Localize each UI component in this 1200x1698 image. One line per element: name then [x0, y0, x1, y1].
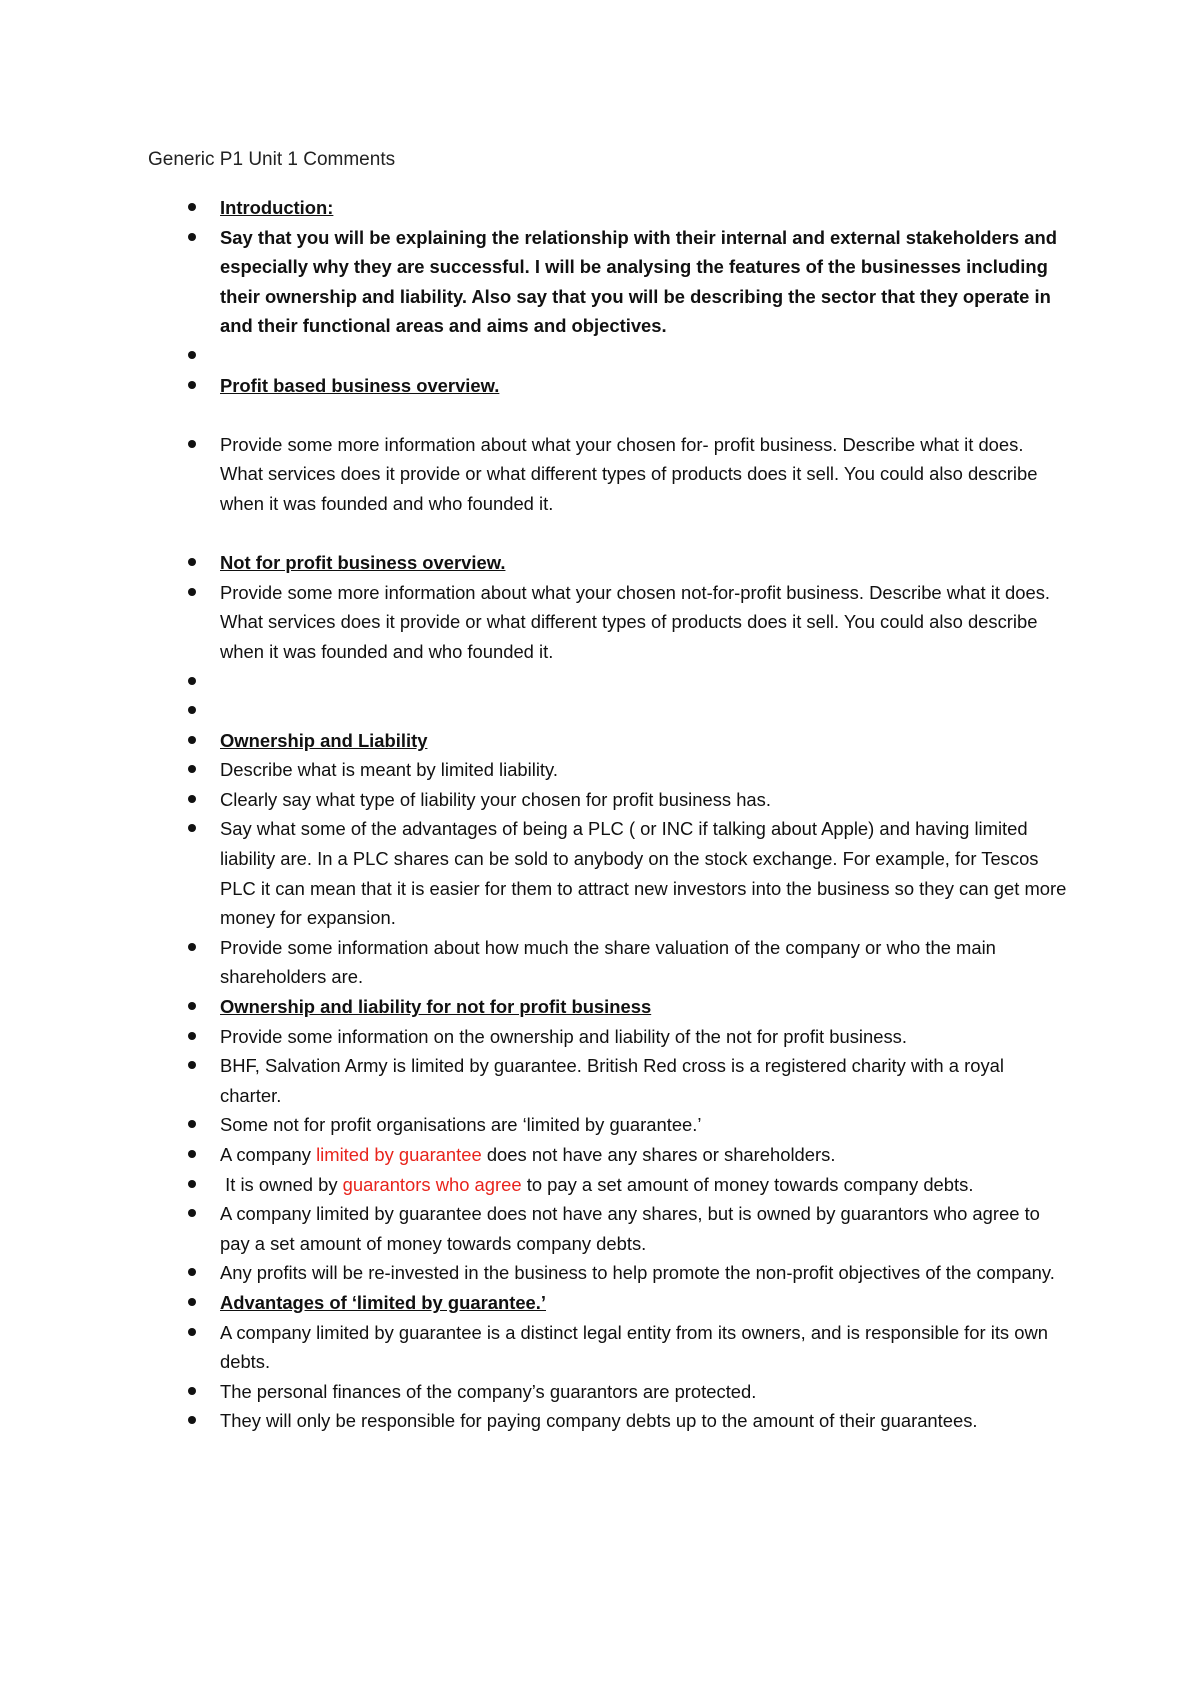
bullet-icon [188, 765, 196, 773]
list-item-not-for-profit-ownership-heading: Ownership and liability for not for profit business [188, 992, 1068, 1022]
bullet-icon [188, 1298, 196, 1306]
list-item-empty [188, 696, 1068, 726]
list-item-finances-protected: The personal finances of the company’s guarantors are protected. [188, 1377, 1068, 1407]
bullet-icon [188, 1387, 196, 1395]
bullet-icon [188, 1120, 196, 1128]
highlighted-phrase: limited by guarantee [316, 1144, 482, 1165]
list-item-bhf-example: BHF, Salvation Army is limited by guarantee. British Red cross is a registered charity with a royal charter. [188, 1051, 1068, 1110]
bullet-icon [188, 351, 196, 359]
list-item-debt-responsibility: They will only be responsible for paying company debts up to the amount of their guarantees. [188, 1406, 1068, 1436]
list-item-limited-by-guarantee-intro: Some not for profit organisations are ‘limited by guarantee.’ [188, 1110, 1068, 1140]
bullet-icon [188, 1002, 196, 1010]
list-item-no-shares: A company limited by guarantee does not have any shares or shareholders. [188, 1140, 1068, 1170]
list-item-limited-liability: Describe what is meant by limited liability. [188, 755, 1068, 785]
list-item-advantages-heading: Advantages of ‘limited by guarantee.’ [188, 1288, 1068, 1318]
bullet-icon [188, 677, 196, 685]
bullet-icon [188, 1032, 196, 1040]
bullet-icon [188, 1150, 196, 1158]
list-item-liability-type: Clearly say what type of liability your chosen for profit business has. [188, 785, 1068, 815]
list-item-profits-reinvested: Any profits will be re-invested in the business to help promote the non-profit objectives of the company. [188, 1258, 1068, 1288]
bullet-icon [188, 233, 196, 241]
list-item-ownership-heading: Ownership and Liability [188, 726, 1068, 756]
list-item-distinct-entity: A company limited by guarantee is a distinct legal entity from its owners, and is responsible for its own debts. [188, 1318, 1068, 1377]
list-item-not-for-profit-heading: Not for profit business overview. [188, 548, 1068, 578]
list-item-share-valuation: Provide some information about how much the share valuation of the company or who the main shareholders are. [188, 933, 1068, 992]
list-item-owned-by-guarantors: It is owned by guarantors who agree to pay a set amount of money towards company debts. [188, 1170, 1068, 1200]
list-item-introduction-text: Say that you will be explaining the relationship with their internal and external stakeholders and especially why they are successful. I will be analysing the features of the businesses including their ownership and liability. Also say that you will be describing the sector that they operate in and their functional areas and aims and objectives. [188, 223, 1068, 341]
list-item-plc-advantages: Say what some of the advantages of being a PLC ( or INC if talking about Apple) and having limited liability are. In a PLC shares can be sold to anybody on the stock exchange. For example, for Tescos PLC it can mean that it is easier for them to attract new investors into the business so they can get more money for expansion. [188, 814, 1068, 932]
list-item-guarantee-definition: A company limited by guarantee does not have any shares, but is owned by guarantors who agree to pay a set amount of money towards company debts. [188, 1199, 1068, 1258]
bullet-icon [188, 824, 196, 832]
list-item-not-for-profit-text: Provide some more information about what your chosen not-for-profit business. Describe what it does. What services does it provide or what different types of products does it sell. You could also describe when it was founded and who founded it. [188, 578, 1068, 667]
list-item-empty [188, 341, 1068, 371]
bullet-icon [188, 1268, 196, 1276]
bullet-icon [188, 203, 196, 211]
list-item-introduction-heading: Introduction: [188, 193, 1068, 223]
list-item-not-for-profit-ownership-info: Provide some information on the ownership and liability of the not for profit business. [188, 1022, 1068, 1052]
bullet-icon [188, 381, 196, 389]
bullet-icon [188, 588, 196, 596]
bullet-icon [188, 440, 196, 448]
bullet-icon [188, 1209, 196, 1217]
bullet-icon [188, 1180, 196, 1188]
bullet-icon [188, 736, 196, 744]
list-item-profit-overview-text: Provide some more information about what your chosen for- profit business. Describe what it does. What services does it provide or what different types of products does it sell. You could also describe when it was founded and who founded it. [188, 430, 1068, 519]
bullet-icon [188, 1416, 196, 1424]
document-title: Generic P1 Unit 1 Comments [148, 149, 396, 170]
bullet-icon [188, 1328, 196, 1336]
bullet-icon [188, 706, 196, 714]
bullet-icon [188, 1061, 196, 1069]
bullet-icon [188, 558, 196, 566]
list-item-empty [188, 667, 1068, 697]
bullet-icon [188, 943, 196, 951]
bullet-icon [188, 795, 196, 803]
comment-list [188, 193, 1068, 1436]
highlighted-phrase: guarantors who agree [342, 1173, 522, 1195]
list-item-profit-overview-heading: Profit based business overview. [188, 371, 1068, 401]
